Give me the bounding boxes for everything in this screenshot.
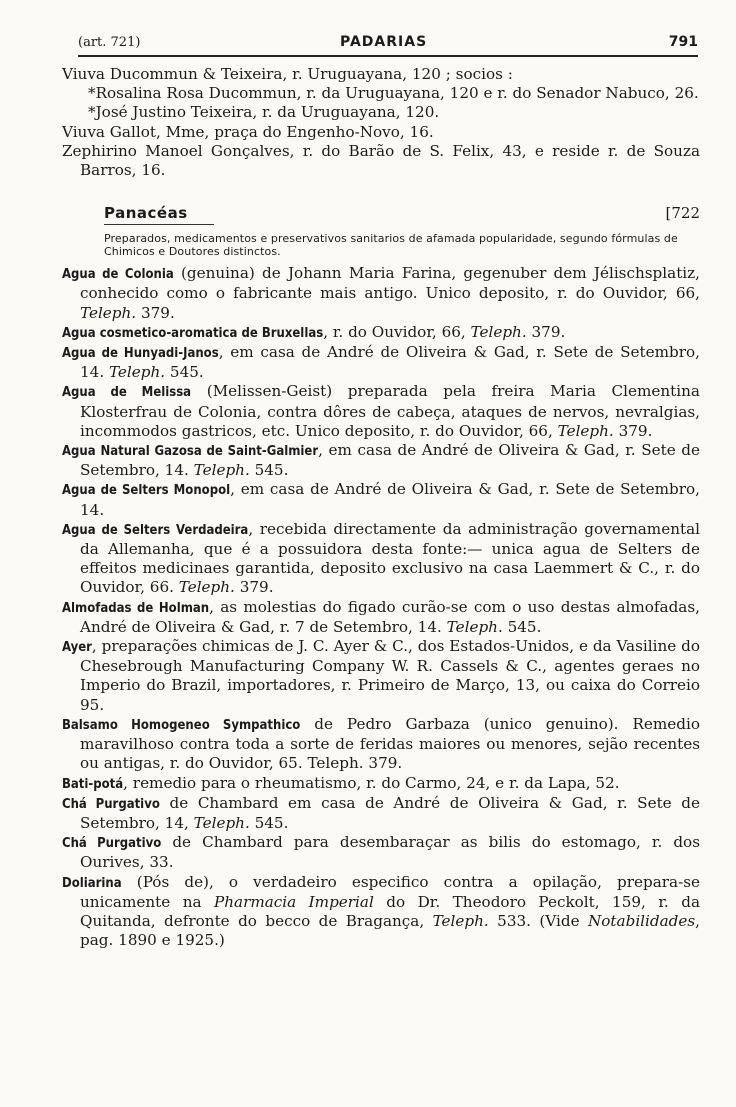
entry-italic: Teleph. xyxy=(470,322,527,341)
entry-name: Ayer xyxy=(62,640,92,656)
list-item xyxy=(62,520,700,598)
entry-name: Agua cosmetico-aromatica de Bruxellas xyxy=(62,325,324,341)
entry-text: , r. do Ouvidor, 66, xyxy=(323,322,471,341)
list-item xyxy=(62,441,700,480)
list-item xyxy=(62,480,700,519)
entry-text: , remedio para o rheumatismo, r. do Carmo, 24, e r. da Lapa, 52. xyxy=(123,773,620,792)
entry-italic: Teleph. xyxy=(178,578,235,597)
list-item xyxy=(62,343,700,382)
entry-italic: Teleph. xyxy=(557,421,614,440)
entry-tail: , pag. 1890 e 1925.) xyxy=(80,911,700,950)
entry-tail: do Dr. Theodoro Peckolt, 159, r. da Quitanda, defronte do becco de Bragança, xyxy=(80,892,700,930)
entry-text: de Chambard para desembaraçar as bilis do estomago, r. dos Ourives, 33. xyxy=(80,833,700,872)
page-content xyxy=(62,65,700,950)
entry-name: Bati-potá xyxy=(62,776,124,792)
entry-text: de Pedro Garbaza (unico genuino). Remedio maravilhoso contra toda a sorte de feridas maiores ou menores, sejão recentes ou antigas, r. do Ouvidor, 65. Teleph. 379. xyxy=(80,714,700,773)
entry-text: , em casa de André de Oliveira & Gad, r. Sete de Setembro, 14. xyxy=(80,480,700,519)
entry-text: (Melissen-Geist) preparada pela freira Maria Clementina Klosterfrau de Colonia, contra dôres de cabeça, ataques de nervos, nevralgias, incommodos gastricos, etc. Unico deposito, r. do Ouvidor, 66, xyxy=(80,382,700,440)
entry-italic: Notabilidades xyxy=(588,911,696,930)
entry-tail: 545. xyxy=(165,363,204,382)
entry-name: Almofadas de Holman xyxy=(62,600,210,616)
header-rule xyxy=(78,55,698,57)
entry-italic: Teleph xyxy=(446,617,498,636)
list-item xyxy=(62,637,700,715)
entry-text: , em casa de André de Oliveira & Gad, r. Sete de Setembro, 14. xyxy=(80,441,700,480)
entry-name: Doliarina xyxy=(62,875,122,891)
list-item xyxy=(62,382,700,441)
entry-name: Agua de Selters Verdadeira xyxy=(62,522,249,538)
list-item xyxy=(62,873,700,951)
entry-name: Agua de Colonia xyxy=(62,267,174,283)
entry-tail: 379. xyxy=(136,303,175,322)
section-title: Panacéas xyxy=(104,204,188,223)
entry-tail: 545. xyxy=(249,461,289,480)
entry-tail: 379. xyxy=(234,578,274,597)
list-item xyxy=(62,715,700,774)
list-item xyxy=(62,833,700,872)
running-title: PADARIAS xyxy=(340,34,428,50)
entry-name: Chá Purgativo xyxy=(62,836,162,852)
list-item: Zephirino Manoel Gonçalves, r. do Barão de S. Felix, 43, e reside r. de Souza Barros, 16. xyxy=(62,141,700,180)
list-item: Viuva Ducommun & Teixeira, r. Uruguayana, 120 ; socios : xyxy=(62,65,513,83)
entry-italic: Pharmacia Imperial xyxy=(214,892,374,911)
entry-tail: 379. xyxy=(613,421,653,440)
list-item: Viuva Gallot, Mme, praça do Engenho-Novo, 16. xyxy=(62,122,434,141)
entry-name: Chá Purgativo xyxy=(62,796,160,812)
entry-italic: Teleph. xyxy=(80,303,137,322)
entry-name: Agua de Hunyadi-Janos xyxy=(62,346,219,362)
entry-text: , preparações chimicas de J. C. Ayer & C., dos Estados-Unidos, e da Vasiline do Chesebrough Manufacturing Company W. R. Cassels & C., agentes geraes no Imperio do Brazil, importadores, r. Primeiro de Março, 13, ou caixa do Correio 95. xyxy=(80,637,700,714)
entry-tail: . 545. xyxy=(497,617,542,636)
section-number: [722 xyxy=(665,204,700,223)
list-item xyxy=(62,598,700,637)
section-underline xyxy=(104,224,214,225)
list-item xyxy=(62,264,700,323)
entry-text: de Chambard em casa de André de Oliveira & Gad, r. Sete de Setembro, 14, xyxy=(80,793,701,832)
entry-text: , em casa de André de Oliveira & Gad, r. Sete de Setembro, 14. xyxy=(80,343,700,382)
entry-italic: Teleph. xyxy=(432,911,489,930)
entry-italic: Teleph. xyxy=(193,461,250,480)
entry-tail: 533. (Vide xyxy=(488,911,588,930)
entry-text: , as molestias do figado curão-se com o uso destas almofadas, André de Oliveira & Gad, r. 7 de Setembro, 14. xyxy=(80,597,700,636)
section-heading xyxy=(62,204,700,226)
article-reference: (art. 721) xyxy=(78,35,141,50)
entry-text: (genuina) de Johann Maria Farina, gegenuber dem Jélischsplatiz, conhecido como o fabricante mais antigo. Unico deposito, r. do Ouvidor, 66, xyxy=(80,264,700,303)
entry-text: , recebida directamente da administração governamental da Allemanha, que é a possuidora desta fonte:— unica agua de Selters de effeitos medicinaes garantida, deposito exclusivo na casa Laemmert & C., r. do Ouvidor, 66. xyxy=(80,519,700,597)
entry-name: Agua de Melissa xyxy=(62,385,192,401)
entry-italic: Teleph. xyxy=(108,363,166,382)
entry-tail: 545. xyxy=(249,813,289,832)
entry-text: (Pós de), o verdadeiro especifico contra a opilação, prepara-se unicamente na xyxy=(80,872,700,911)
entry-italic: Teleph. xyxy=(193,813,250,832)
section-description: Preparados, medicamentos e preservativos sanitarios de afamada popularidade, segundo fórmulas de Chimicos e Doutores distinctos. xyxy=(104,232,678,259)
page-number: 791 xyxy=(668,34,698,50)
list-item xyxy=(62,323,700,343)
entry-tail: 379. xyxy=(526,322,566,341)
list-item xyxy=(62,774,700,794)
list-item: *José Justino Teixeira, r. da Uruguayana, 120. xyxy=(88,103,440,122)
list-item xyxy=(62,794,700,833)
entry-name: Balsamo Homogeneo Sympathico xyxy=(62,717,301,733)
entry-name: Agua de Selters Monopol xyxy=(62,483,231,499)
entry-name: Agua Natural Gazosa de Saint-Galmier xyxy=(62,444,319,460)
list-item: *Rosalina Rosa Ducommun, r. da Uruguayana, 120 e r. do Senador Nabuco, 26. xyxy=(88,84,699,103)
